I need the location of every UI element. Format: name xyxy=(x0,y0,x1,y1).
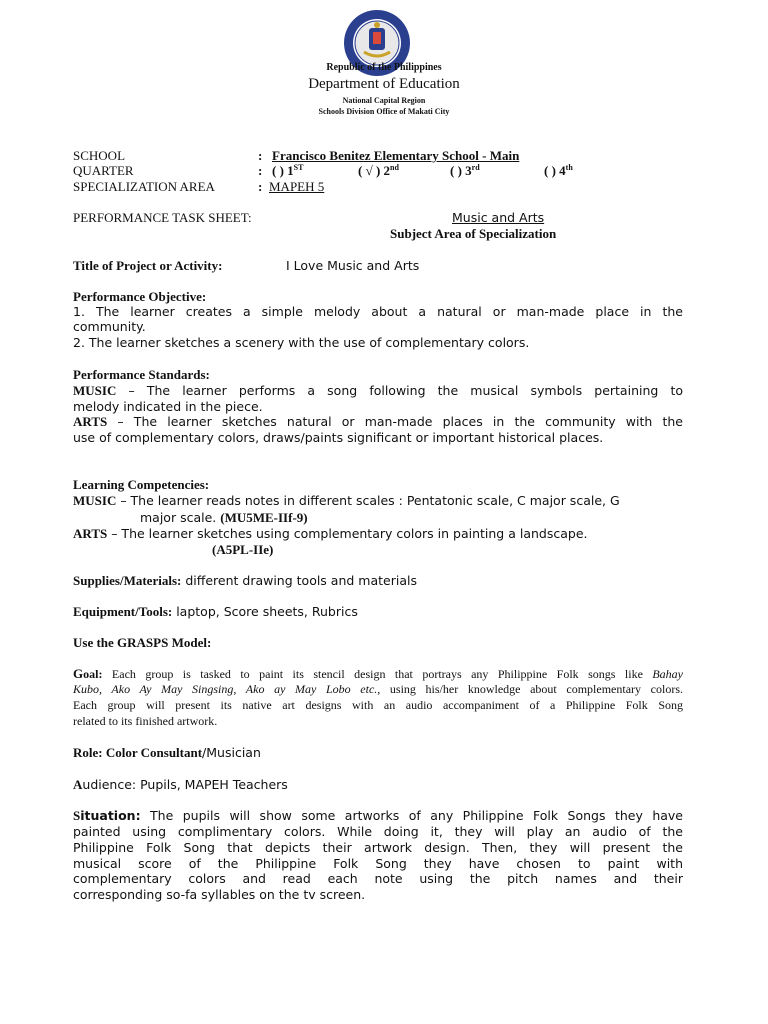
school-label: SCHOOL xyxy=(73,148,126,163)
title-label: Title of Project or Activity: xyxy=(73,258,223,273)
situation-line-d: musical score of the Philippine Folk Song they have chosen to paint with xyxy=(73,856,683,871)
header-republic: Republic of the Philippines xyxy=(326,62,442,73)
header-division: Schools Division Office of Makati City xyxy=(318,107,450,116)
standards-arts-line-b: use of complementary colors, draws/paints significant or important historical places. xyxy=(73,430,604,445)
objective-heading: Performance Objective: xyxy=(73,289,207,304)
quarter-colon: : xyxy=(258,163,263,178)
grasps-heading: Use the GRASPS Model: xyxy=(73,635,212,650)
competencies-arts-code: (A5PL-IIe) xyxy=(212,542,274,557)
situation-line-e: complementary colors and read each note using the pitch names and their xyxy=(73,871,683,886)
objective-line-1a: 1. The learner creates a simple melody about a natural or man-made place in the xyxy=(73,304,683,319)
header-region: National Capital Region xyxy=(342,96,426,105)
objective-line-1b: community. xyxy=(73,319,146,334)
objective-line-2: 2. The learner sketches a scenery with the use of complementary colors. xyxy=(73,335,530,350)
equipment-line: Equipment/Tools: laptop, Score sheets, Rubrics xyxy=(73,604,358,619)
situation-line-c: Philippine Folk Song that depicts their artwork design. Then, they will present the xyxy=(73,840,683,855)
spec-colon: : xyxy=(258,179,263,194)
header-department: Department of Education xyxy=(308,76,460,92)
competencies-heading: Learning Competencies: xyxy=(73,477,210,492)
quarter-option-1: ( ) 1ST xyxy=(272,163,304,178)
competencies-arts-line-a: ARTS – The learner sketches using complementary colors in painting a landscape. xyxy=(73,526,588,541)
audience-line: Audience: Pupils, MAPEH Teachers xyxy=(73,777,288,792)
school-value: Francisco Benitez Elementary School - Main xyxy=(272,148,520,163)
standards-music-line-a: MUSIC – The learner performs a song following the musical symbols pertaining to xyxy=(73,383,683,398)
school-colon: : xyxy=(258,148,263,163)
situation-line-a: Situation: The pupils will show some artworks of any Philippine Folk Songs they have xyxy=(73,808,683,823)
task-label: PERFORMANCE TASK SHEET: xyxy=(73,210,252,225)
standards-heading: Performance Standards: xyxy=(73,367,210,382)
goal-line-b: Kubo, Ako Ay May Singsing, Ako ay May Lobo etc., using his/her knowledge about complementary colors. xyxy=(73,682,683,696)
goal-line-c: Each group will present its native art designs with an audio accompaniment of a Philippine Folk Song xyxy=(73,698,683,712)
goal-line-a: Goal: Each group is tasked to paint its stencil design that portrays any Philippine Folk songs like Bahay xyxy=(73,666,683,681)
quarter-label: QUARTER xyxy=(73,163,134,178)
task-subject-caption: Subject Area of Specialization xyxy=(390,226,557,241)
spec-label: SPECIALIZATION AREA xyxy=(73,179,215,194)
standards-arts-line-a: ARTS – The learner sketches natural or man-made places in the community with the xyxy=(73,414,683,429)
competencies-music-line-a: MUSIC – The learner reads notes in different scales : Pentatonic scale, C major scale, G xyxy=(73,493,620,508)
quarter-option-3: ( ) 3rd xyxy=(450,163,480,178)
competencies-music-line-b: major scale. (MU5ME-IIf-9) xyxy=(140,510,308,525)
role-line: Role: Color Consultant/Musician xyxy=(73,745,261,760)
goal-line-d: related to its finished artwork. xyxy=(73,714,218,728)
title-value: I Love Music and Arts xyxy=(286,258,420,273)
situation-line-f: corresponding so-fa syllables on the tv screen. xyxy=(73,887,366,902)
task-subject: Music and Arts xyxy=(452,210,545,225)
standards-music-line-b: melody indicated in the piece. xyxy=(73,399,263,414)
quarter-option-4: ( ) 4th xyxy=(544,163,573,178)
situation-line-b: painted using complimentary colors. While doing it, they will play an audio of the xyxy=(73,824,683,839)
spec-value: MAPEH 5 xyxy=(269,179,325,194)
supplies-line: Supplies/Materials: different drawing tools and materials xyxy=(73,573,417,588)
quarter-option-2: ( √ ) 2nd xyxy=(358,163,399,178)
